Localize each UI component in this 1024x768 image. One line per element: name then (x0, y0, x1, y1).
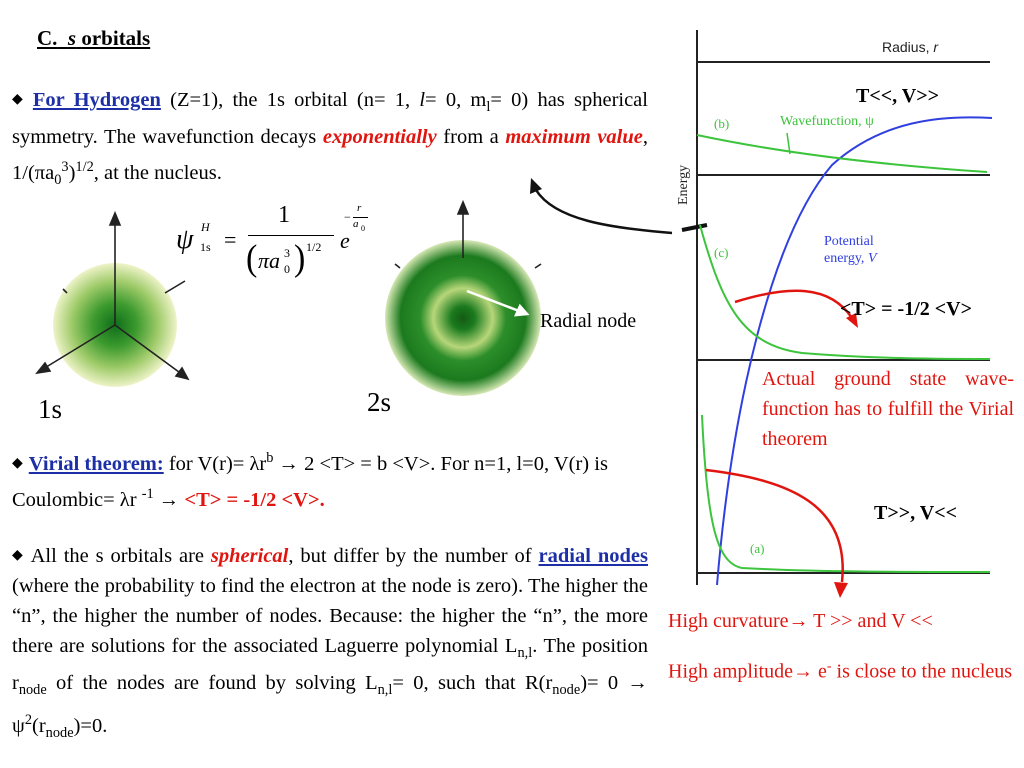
potential-label: Potential (824, 234, 874, 249)
energy-v-label: energy, V (824, 251, 877, 266)
wavefunction-label: Wavefunction, ψ (780, 114, 874, 129)
virial-theorem-link[interactable]: Virial theorem: (28, 452, 164, 475)
black-pointer-arrow (536, 190, 672, 233)
radial-node-label: Radial node (540, 310, 637, 332)
label-2s: 2s (367, 387, 392, 417)
high-amplitude-note: High amplitude→ e- is close to the nucleus (668, 659, 1013, 683)
virial-paragraph: ◆ Virial theorem: for $V(r)= \lambda r^b \to 2 <T> = b <V>$. For n=1, l=0, V(r) is Coulombic= λr $^{-1}$ → <T> = -1/2 <V>. (12, 450, 608, 511)
label-a: (a) (750, 541, 765, 556)
virial-relation-label: <T> = -1/2 <V> (840, 298, 972, 320)
slide-title: C. s orbitals (37, 26, 151, 50)
label-b: (b) (714, 116, 730, 131)
bullet-icon: ◆ (12, 92, 27, 107)
red-curvature-arrow (706, 470, 843, 582)
red-virial-arrow (735, 291, 852, 318)
high-curvature-note: High curvature→ T >> and V << (668, 610, 933, 632)
wavefunction-formula: ψ H 1s = 1 ( πa 3 0 ) 1/2 e − r a 0 (176, 200, 376, 285)
actual-ground-state-note: Actual ground state wave-function has to fulfill the Virial theorem (762, 368, 1014, 450)
t-small-v-large-label: T<<, V>> (856, 85, 940, 107)
label-c: (c) (714, 245, 729, 260)
bullet-icon: ◆ (12, 548, 25, 563)
s-orbitals-paragraph: ◆ All the s orbitals are spherical, but differ by the number of radial nodes (where the probability to find the electron at the node is zero). The higher the “n”, the higher the number of nodes. Because: the higher the “n”, the more there are solutions for the associated Laguerre polynomial $L_{n,l}$. The position $r_{node}$ of the nodes are found by solving $L_{n,l}= 0$, such that $R(r_{node})= 0 \to \psi^2(r_{node})=0$. (12, 545, 648, 742)
radial-nodes-link[interactable]: radial nodes (538, 545, 648, 567)
energy-axis-label: Energy (676, 164, 691, 205)
bullet-icon: ◆ (12, 455, 23, 471)
radius-axis-label: Radius, r (882, 39, 939, 55)
hydrogen-paragraph: ◆ For Hydrogen (Z=1), the 1s orbital (n= 1, l= 0, $m_l= 0$) has spherical symmetry. The wavefunction decays exponentially from a maximum value, $1/(\pi a_0^3)^{1/2}$, at the nucleus. (12, 89, 648, 189)
label-1s: 1s (38, 394, 63, 424)
t-large-v-small-label: T>>, V<< (874, 502, 958, 524)
red-arrowhead-2 (834, 582, 848, 598)
for-hydrogen-link[interactable]: For Hydrogen (32, 89, 161, 111)
